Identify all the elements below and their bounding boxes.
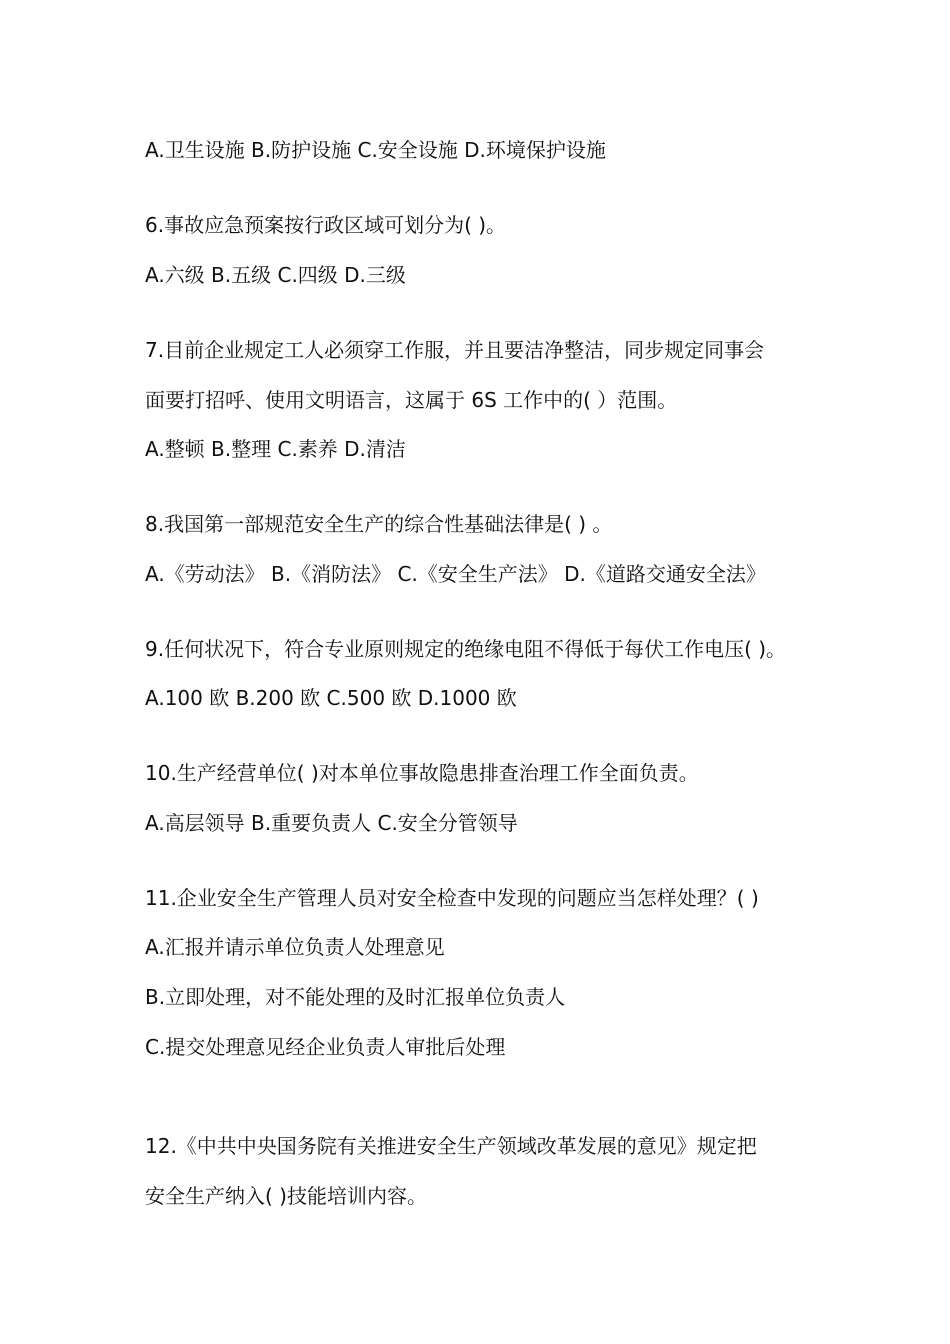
q7-options: A.整顿 B.整理 C.素养 D.清洁	[145, 437, 406, 461]
q9-options: A.100 欧 B.200 欧 C.500 欧 D.1000 欧	[145, 686, 517, 710]
q11-question: 11.企业安全生产管理人员对安全检查中发现的问题应当怎样处理？( )	[145, 886, 759, 910]
q9-question: 9.任何状况下，符合专业原则规定的绝缘电阻不得低于每伏工作电压( )。	[145, 637, 787, 661]
q8-question: 8.我国第一部规范安全生产的综合性基础法律是( ) 。	[145, 512, 613, 536]
q8-options: A.《劳动法》 B.《消防法》 C.《安全生产法》 D.《道路交通安全法》	[145, 562, 766, 586]
q10-question: 10.生产经营单位( )对本单位事故隐患排查治理工作全面负责。	[145, 761, 699, 785]
q5-options: A.卫生设施 B.防护设施 C.安全设施 D.环境保护设施	[145, 138, 606, 162]
q11-option-c: C.提交处理意见经企业负责人审批后处理	[145, 1035, 506, 1059]
q6-options: A.六级 B.五级 C.四级 D.三级	[145, 263, 406, 287]
q11-option-b: B.立即处理，对不能处理的及时汇报单位负责人	[145, 985, 566, 1009]
q10-options: A.高层领导 B.重要负责人 C.安全分管领导	[145, 811, 518, 835]
q12-question-line-2: 安全生产纳入( )技能培训内容。	[145, 1184, 427, 1208]
q6-question: 6.事故应急预案按行政区域可划分为( )。	[145, 213, 507, 237]
q12-question-line-1: 12.《中共中央国务院有关推进安全生产领域改革发展的意见》规定把	[145, 1134, 757, 1158]
q11-option-a: A.汇报并请示单位负责人处理意见	[145, 935, 445, 959]
q7-question-line-1: 7.目前企业规定工人必须穿工作服，并且要洁净整洁，同步规定同事会	[145, 338, 765, 362]
q7-question-line-2: 面要打招呼、使用文明语言，这属于 6S 工作中的( ）范围。	[145, 388, 678, 412]
